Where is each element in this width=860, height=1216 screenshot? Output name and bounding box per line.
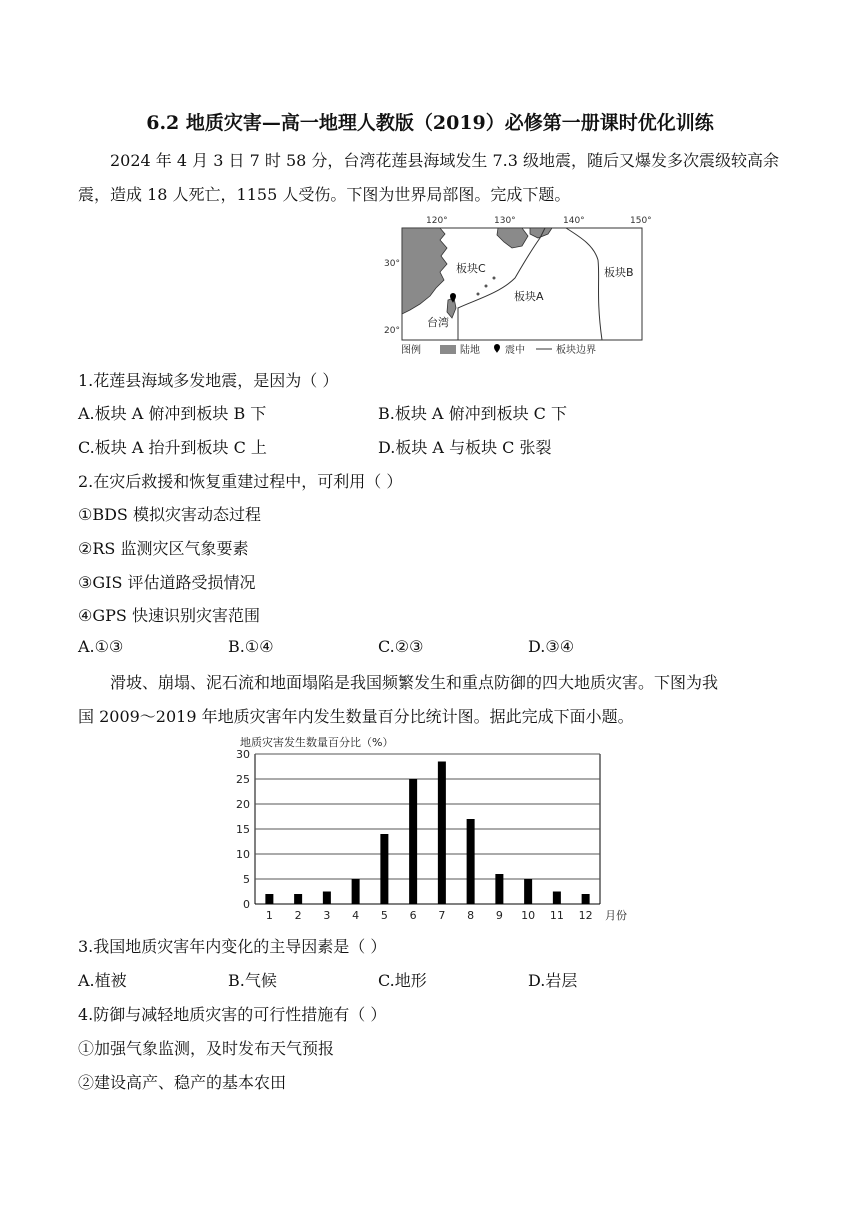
place-label-taiwan: 台湾 (427, 316, 449, 329)
intro2-line2: 国 2009～2019 年地质灾害年内发生数量百分比统计图。据此完成下面小题。 (78, 707, 634, 726)
q3-option-a[interactable]: A.植被 (78, 971, 127, 990)
y-tick-label: 10 (236, 848, 250, 861)
island (477, 293, 480, 296)
x-tick-label: 10 (521, 909, 536, 922)
legend-title: 图例 (401, 345, 421, 356)
intro1-line2: 震，造成 18 人死亡，1155 人受伤。下图为世界局部图。完成下题。 (78, 185, 571, 204)
lat-label: 30° (384, 259, 400, 269)
legend-land-swatch (440, 345, 456, 354)
y-tick-label: 5 (243, 873, 250, 886)
y-tick-label: 30 (236, 748, 250, 761)
chart-xlabel: 月份 (605, 909, 627, 922)
q1-option-c[interactable]: C.板块 A 抬升到板块 C 上 (78, 438, 267, 457)
y-tick-label: 20 (236, 798, 250, 811)
q2-stem: 2.在灾后救援和恢复重建过程中，可利用（ ） (78, 472, 403, 491)
q4-item-1: ①加强气象监测，及时发布天气预报 (78, 1039, 335, 1058)
q4-stem: 4.防御与减轻地质灾害的可行性措施有（ ） (78, 1005, 387, 1024)
lon-label: 120° (426, 216, 448, 226)
q1-option-b[interactable]: B.板块 A 俯冲到板块 C 下 (378, 404, 567, 423)
q2-item-4: ④GPS 快速识别灾害范围 (78, 606, 260, 625)
island (485, 285, 488, 288)
q2-item-2: ②RS 监测灾区气象要素 (78, 539, 249, 558)
bar (438, 762, 446, 905)
y-tick-label: 15 (236, 823, 250, 836)
q2-option-a[interactable]: A.①③ (78, 637, 124, 656)
lon-label: 130° (494, 216, 516, 226)
x-tick-label: 11 (549, 909, 564, 922)
x-tick-label: 1 (265, 909, 273, 922)
legend-land: 陆地 (460, 345, 480, 356)
bar (553, 892, 561, 905)
x-tick-label: 7 (438, 909, 446, 922)
x-tick-label: 4 (352, 909, 360, 922)
q2-item-3: ③GIS 评估道路受损情况 (78, 573, 256, 592)
lon-label: 140° (563, 216, 585, 226)
q3-option-b[interactable]: B.气候 (228, 971, 277, 990)
y-tick-label: 0 (243, 898, 250, 911)
island (493, 277, 496, 280)
x-tick-label: 2 (294, 909, 302, 922)
q4-item-2: ②建设高产、稳产的基本农田 (78, 1073, 287, 1092)
x-tick-label: 9 (495, 909, 503, 922)
geohazard-bar-chart (0, 732, 860, 922)
bar (524, 879, 532, 904)
world-partial-map (0, 208, 860, 368)
q1-stem: 1.花莲县海域多发地震，是因为（ ） (78, 371, 339, 390)
q3-option-c[interactable]: C.地形 (378, 971, 427, 990)
plate-label-a: 板块A (514, 290, 544, 303)
x-tick-label: 3 (323, 909, 331, 922)
q3-option-d[interactable]: D.岩层 (528, 971, 578, 990)
intro1-line1: 2024 年 4 月 3 日 7 时 58 分，台湾花莲县海域发生 7.3 级地震，随后又爆发多次震级较高余 (110, 151, 780, 170)
x-tick-label: 5 (380, 909, 388, 922)
intro2-line1: 滑坡、崩塌、泥石流和地面塌陷是我国频繁发生和重点防御的四大地质灾害。下图为我 (110, 673, 719, 692)
legend-epicenter-icon (494, 344, 500, 353)
legend-boundary: 板块边界 (556, 345, 596, 356)
lon-label: 150° (630, 216, 652, 226)
bar (323, 892, 331, 905)
chart-ylabel: 地质灾害发生数量百分比（%） (240, 736, 394, 749)
bar (352, 879, 360, 904)
y-tick-label: 25 (236, 773, 250, 786)
q1-option-d[interactable]: D.板块 A 与板块 C 张裂 (378, 438, 552, 457)
bar (409, 779, 417, 904)
q2-item-1: ①BDS 模拟灾害动态过程 (78, 505, 261, 524)
q3-stem: 3.我国地质灾害年内变化的主导因素是（ ） (78, 937, 387, 956)
bar (380, 834, 388, 904)
lat-label: 20° (384, 326, 400, 336)
x-tick-label: 12 (578, 909, 593, 922)
plate-label-b: 板块B (604, 266, 634, 279)
bar (495, 874, 503, 904)
plate-label-c: 板块C (456, 262, 486, 275)
q2-option-b[interactable]: B.①④ (228, 637, 274, 656)
legend-epicenter: 震中 (505, 345, 525, 356)
q1-option-a[interactable]: A.板块 A 俯冲到板块 B 下 (78, 404, 267, 423)
bar (582, 894, 590, 904)
q2-option-c[interactable]: C.②③ (378, 637, 424, 656)
bar (294, 894, 302, 904)
x-tick-label: 6 (409, 909, 417, 922)
page-title: 6.2 地质灾害—高一地理人教版（2019）必修第一册课时优化训练 (146, 112, 714, 134)
bar (467, 819, 475, 904)
x-tick-label: 8 (467, 909, 475, 922)
bar (265, 894, 273, 904)
q2-option-d[interactable]: D.③④ (528, 637, 575, 656)
